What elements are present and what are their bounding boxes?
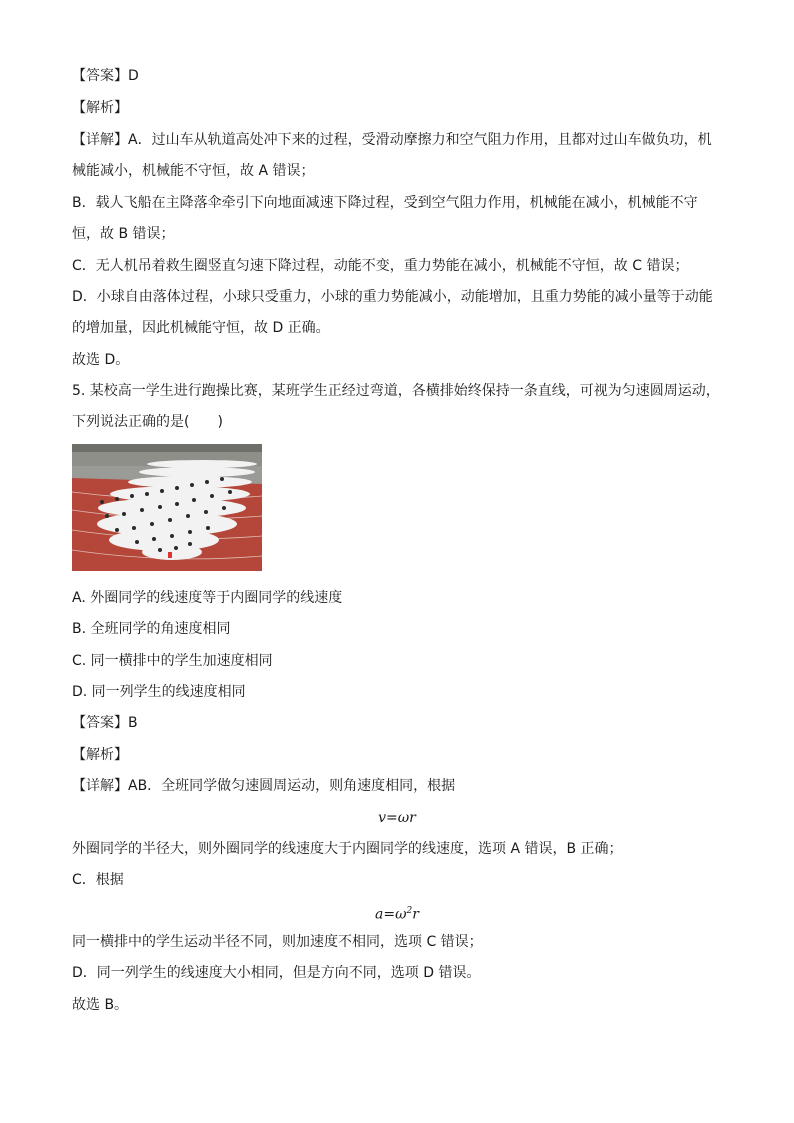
q5-option-d: D. 同一列学生的线速度相同: [72, 684, 246, 700]
q5-conclusion: 故选 B。: [72, 997, 129, 1013]
q4-analysis-heading: 【解析】: [72, 100, 128, 116]
running-students-illustration: [72, 444, 262, 571]
q4-d-line-1: D．小球自由落体过程，小球只受重力，小球的重力势能减小，动能增加，且重力势能的减小量等于动能: [72, 289, 713, 305]
q4-b-line-1: B．载人飞船在主降落伞牵引下向地面减速下降过程，受到空气阻力作用，机械能在减小，机械能不守: [72, 195, 698, 211]
q4-detail-line-2: 械能减小，机械能不守恒，故 A 错误；: [72, 163, 315, 179]
q4-answer: 【答案】D: [72, 68, 139, 84]
q5-option-a: A. 外圈同学的线速度等于内圈同学的线速度: [72, 590, 343, 606]
eq2-base: a=ω: [375, 906, 407, 923]
q5-detail-ab: 【详解】AB．全班同学做匀速圆周运动，则角速度相同，根据: [72, 778, 456, 794]
q5-analysis-heading: 【解析】: [72, 747, 128, 763]
q5-option-b: B. 全班同学的角速度相同: [72, 621, 231, 637]
equation-velocity: v=ωr: [378, 810, 416, 826]
q4-detail-line-1: 【详解】A．过山车从轨道高处冲下来的过程，受滑动摩擦力和空气阻力作用，且都对过山车做负功，机: [72, 132, 712, 148]
q4-c-line: C．无人机吊着救生圈竖直匀速下降过程，动能不变，重力势能在减小，机械能不守恒，故 C 错误；: [72, 258, 689, 274]
q5-option-c: C. 同一横排中的学生加速度相同: [72, 653, 273, 669]
eq2-tail: r: [412, 906, 419, 923]
eq2-exponent: 2: [406, 906, 413, 916]
running-students-photo: [72, 444, 262, 571]
q5-after-eq2: 同一横排中的学生运动半径不同，则加速度不相同，选项 C 错误；: [72, 934, 483, 950]
q5-after-eq1: 外圈同学的半径大，则外圈同学的线速度大于内圈同学的线速度，选项 A 错误，B 正确；: [72, 841, 623, 857]
equation-acceleration: [0, 901, 794, 925]
q5-answer: 【答案】B: [72, 715, 138, 731]
q5-d-line: D．同一列学生的线速度大小相同，但是方向不同，选项 D 错误。: [72, 965, 481, 981]
q4-conclusion: 故选 D。: [72, 352, 130, 368]
q4-b-line-2: 恒，故 B 错误；: [72, 226, 175, 242]
q5-c-intro: C．根据: [72, 872, 124, 888]
q4-d-line-2: 的增加量，因此机械能守恒，故 D 正确。: [72, 320, 330, 336]
q5-stem-line-2: 下列说法正确的是( ): [72, 414, 223, 430]
q5-stem-line-1: 5. 某校高一学生进行跑操比赛，某班学生正经过弯道，各横排始终保持一条直线，可视为匀速圆周运动，: [72, 383, 720, 399]
